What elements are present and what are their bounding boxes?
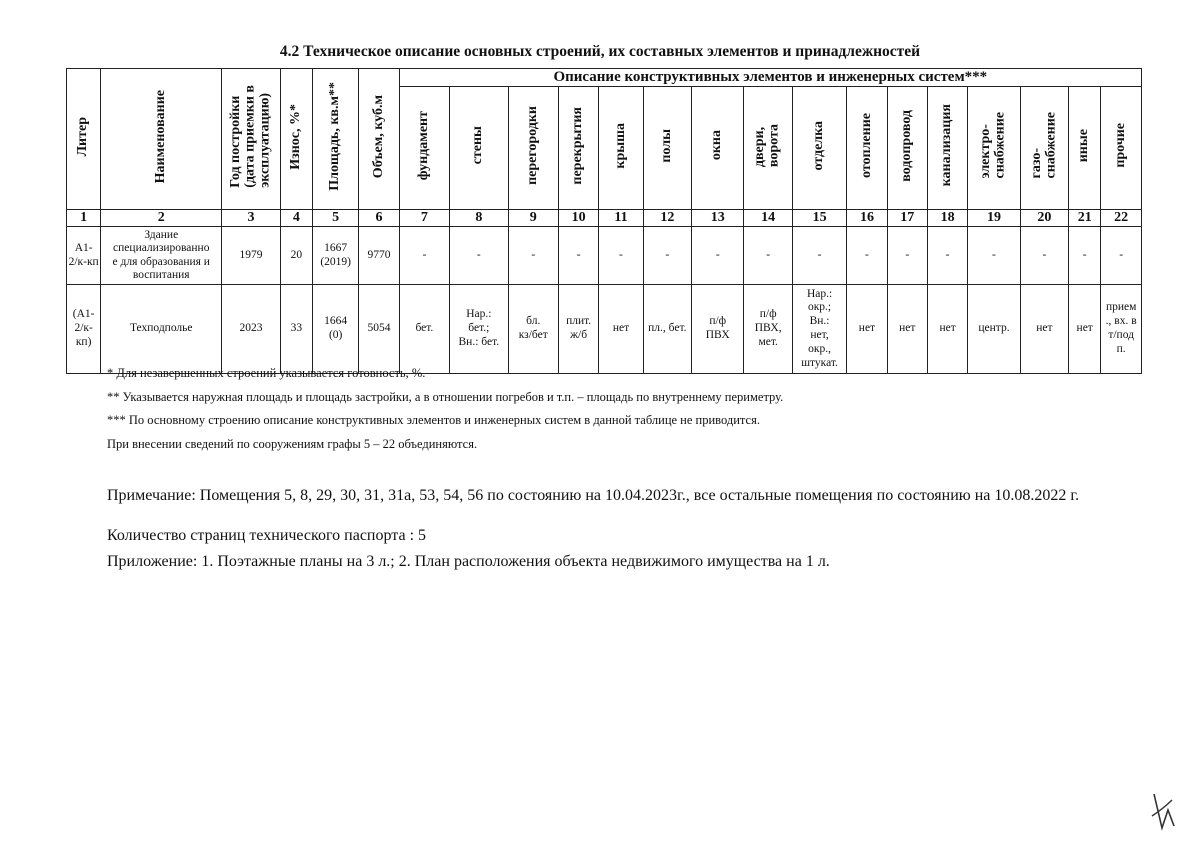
header-water: водопровод	[887, 87, 927, 210]
cell-element: -	[643, 227, 691, 285]
cell-element: Нар.: окр.; Вн.: нет, окр., штукат.	[792, 285, 846, 374]
cell-element: -	[508, 227, 558, 285]
cell-element: -	[968, 227, 1020, 285]
cell-element: нет	[887, 285, 927, 374]
cell-volume: 9770	[359, 227, 399, 285]
cell-year: 2023	[222, 285, 280, 374]
cell-element: -	[399, 227, 449, 285]
header-volume: Объем, куб.м	[359, 69, 399, 210]
header-roof: крыша	[599, 87, 643, 210]
cell-liter: А1- 2/к-кп	[67, 227, 101, 285]
column-number: 5	[312, 210, 358, 227]
footnote: *** По основному строению описание конструктивных элементов и инженерных систем в данной таблице не приводится.	[107, 413, 760, 427]
header-gas: газо- снабжение	[1020, 87, 1068, 210]
cell-area: 1667 (2019)	[312, 227, 358, 285]
cell-element: нет	[847, 285, 887, 374]
cell-name: Техподполье	[101, 285, 222, 374]
cell-element: -	[744, 227, 792, 285]
cell-element: прием ., вх. в т/под п.	[1101, 285, 1142, 374]
header-floors: полы	[643, 87, 691, 210]
technical-description-table	[66, 68, 1142, 374]
cell-element: -	[1069, 227, 1101, 285]
footnote: ** Указывается наружная площадь и площадь застройки, а в отношении погребов и т.п. – площадь по внутреннему периметру.	[107, 389, 784, 404]
header-area: Площадь, кв.м**	[312, 69, 358, 210]
cell-element: бл. кз/бет	[508, 285, 558, 374]
cell-element: нет	[1069, 285, 1101, 374]
column-number: 11	[599, 210, 643, 227]
column-number: 14	[744, 210, 792, 227]
column-number: 2	[101, 210, 222, 227]
cell-element: центр.	[968, 285, 1020, 374]
cell-liter: (А1- 2/к- кп)	[67, 285, 101, 374]
section-title: 4.2 Техническое описание основных строений, их составных элементов и принадлежностей	[279, 43, 921, 60]
header-wear: Износ, %*	[280, 69, 312, 210]
column-number: 19	[968, 210, 1020, 227]
cell-element: пл., бет.	[643, 285, 691, 374]
column-numbers-row	[67, 210, 1142, 227]
cell-element: нет	[927, 285, 967, 374]
header-elements-group: Описание конструктивных элементов и инженерных систем***	[399, 69, 1141, 87]
header-year: Год постройки (дата приемки в эксплуатацию)	[222, 69, 280, 210]
cell-element: -	[887, 227, 927, 285]
column-number: 17	[887, 210, 927, 227]
cell-element: нет	[599, 285, 643, 374]
cell-element: плит. ж/б	[558, 285, 598, 374]
cell-element: -	[558, 227, 598, 285]
cell-wear: 20	[280, 227, 312, 285]
cell-year: 1979	[222, 227, 280, 285]
column-number: 15	[792, 210, 846, 227]
header-heating: отопление	[847, 87, 887, 210]
column-number: 1	[67, 210, 101, 227]
column-number: 18	[927, 210, 967, 227]
cell-element: -	[927, 227, 967, 285]
cell-wear: 33	[280, 285, 312, 374]
header-sewer: канализация	[927, 87, 967, 210]
cell-element: -	[792, 227, 846, 285]
column-number: 8	[450, 210, 508, 227]
cell-element: -	[1020, 227, 1068, 285]
cell-element: -	[450, 227, 508, 285]
header-ceilings: перекрытия	[558, 87, 598, 210]
cell-element: -	[599, 227, 643, 285]
column-number: 3	[222, 210, 280, 227]
table-row	[67, 227, 1142, 285]
header-other: иные	[1069, 87, 1101, 210]
column-number: 12	[643, 210, 691, 227]
header-partitions: перегородки	[508, 87, 558, 210]
cell-element: п/ф ПВХ, мет.	[744, 285, 792, 374]
column-number: 7	[399, 210, 449, 227]
header-misc: прочие	[1101, 87, 1142, 210]
cell-element: Нар.: бет.; Вн.: бет.	[450, 285, 508, 374]
cell-element: -	[692, 227, 744, 285]
footnote: * Для незавершенных строений указывается готовность, %.	[107, 366, 426, 380]
header-electricity: электро- снабжение	[968, 87, 1020, 210]
column-number: 4	[280, 210, 312, 227]
column-number: 13	[692, 210, 744, 227]
pages-count: Количество страниц технического паспорта : 5	[107, 527, 427, 544]
column-number: 9	[508, 210, 558, 227]
column-number: 20	[1020, 210, 1068, 227]
footnotes	[107, 366, 783, 460]
handwritten-mark	[1148, 788, 1178, 834]
cell-element: п/ф ПВХ	[692, 285, 744, 374]
table-row	[67, 285, 1142, 374]
column-number: 6	[359, 210, 399, 227]
header-finishing: отделка	[792, 87, 846, 210]
footnote: При внесении сведений по сооружениям графы 5 – 22 объединяются.	[107, 436, 478, 451]
column-number: 10	[558, 210, 598, 227]
header-windows: окна	[692, 87, 744, 210]
cell-name: Здание специализированно е для образования и воспитания	[101, 227, 222, 285]
cell-element: бет.	[399, 285, 449, 374]
cell-element: нет	[1020, 285, 1068, 374]
header-foundation: фундамент	[399, 87, 449, 210]
cell-volume: 5054	[359, 285, 399, 374]
column-number: 16	[847, 210, 887, 227]
cell-element: -	[1101, 227, 1142, 285]
cell-element: -	[847, 227, 887, 285]
header-name: Наименование	[101, 69, 222, 210]
column-number: 21	[1069, 210, 1101, 227]
header-walls: стены	[450, 87, 508, 210]
remark-note: Примечание: Помещения 5, 8, 29, 30, 31, 31а, 53, 54, 56 по состоянию на 10.04.2023г., все остальные помещения по состоянию на 10.08.2022 г.	[107, 487, 1080, 504]
cell-area: 1664 (0)	[312, 285, 358, 374]
appendix-note: Приложение: 1. Поэтажные планы на 3 л.; 2. План расположения объекта недвижимого имущества на 1 л.	[107, 553, 830, 570]
header-liter: Литер	[67, 69, 101, 210]
column-number: 22	[1101, 210, 1142, 227]
header-doors: двери, ворота	[744, 87, 792, 210]
